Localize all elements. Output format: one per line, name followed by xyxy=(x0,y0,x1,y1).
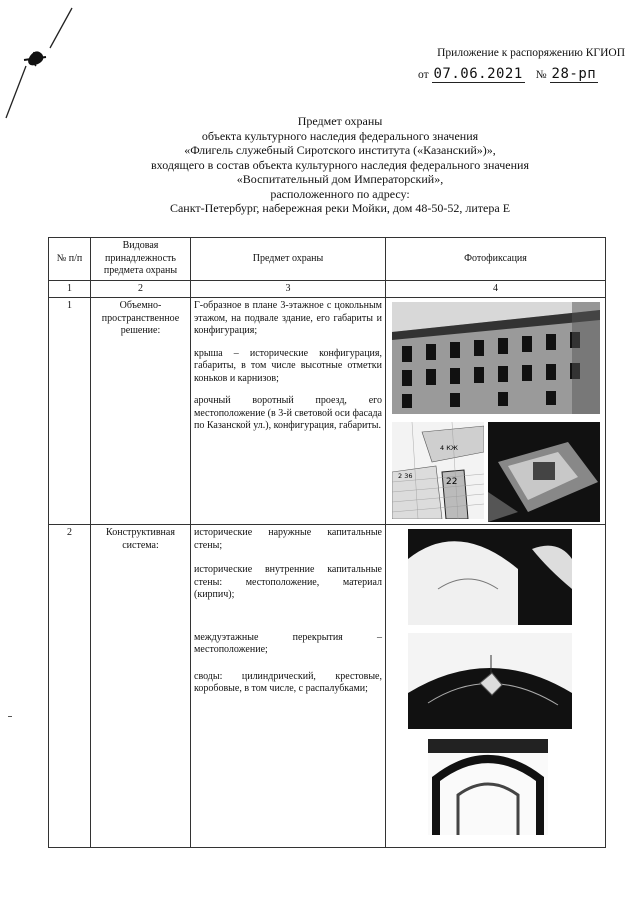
document-title xyxy=(0,114,640,216)
title-line: входящего в состав объекта культурного наследия федерального значения xyxy=(151,157,529,172)
title-line: расположенного по адресу: xyxy=(270,186,410,201)
subject-item: крыша – исторические конфигурация, габариты, в том числе высотные отметки коньков и карнизов; xyxy=(194,347,382,384)
header-photo: Фотофиксация xyxy=(386,238,606,281)
table-row xyxy=(49,298,606,525)
map-label: 2 36 xyxy=(398,472,413,480)
facade-photo xyxy=(392,302,600,414)
order-date: 07.06.2021 xyxy=(433,66,523,82)
subject-item: исторические наружные капитальные стены; xyxy=(194,527,382,551)
number-label: № xyxy=(535,69,547,81)
map-label: 22 xyxy=(446,477,458,487)
protection-table xyxy=(48,237,606,848)
table-row xyxy=(49,525,606,848)
title-line: «Флигель служебный Сиротского института («Казанский»)», xyxy=(184,143,496,157)
row-photos xyxy=(386,298,606,525)
signature-mark xyxy=(0,0,100,130)
col-number: 1 xyxy=(49,280,91,298)
from-label: от xyxy=(418,69,429,81)
subject-item: Г-образное в плане 3-этажное с цокольным этажом, на подвале здание, его габариты и конфигурация; xyxy=(194,300,382,336)
wall-arch-photo xyxy=(408,529,572,625)
header-kind: Видовая принадлежность предмета охраны xyxy=(91,238,191,281)
header-num: № п/п xyxy=(49,238,91,281)
site-plan-map xyxy=(392,422,484,519)
row-number: 2 xyxy=(49,525,91,848)
title-line: объекта культурного наследия федерального значения xyxy=(201,128,479,143)
col-number: 2 xyxy=(91,280,191,298)
col-number: 3 xyxy=(191,280,386,298)
row-kind: Объемно-пространственное решение: xyxy=(91,298,191,525)
row-kind: Конструктивная система: xyxy=(91,525,191,848)
column-number-row xyxy=(49,280,606,298)
row-number: 1 xyxy=(49,298,91,525)
table-header-row xyxy=(49,238,606,281)
appendix-header: Приложение к распоряжению КГИОП xyxy=(437,47,625,59)
appendix-reference xyxy=(418,66,628,82)
order-number: 28-рп xyxy=(551,66,597,82)
col-number: 4 xyxy=(386,280,606,298)
row-subject xyxy=(191,298,386,525)
subject-item: междуэтажные перекрытия – местоположение; xyxy=(194,631,382,655)
title-line: Предмет охраны xyxy=(297,114,383,128)
header-subject: Предмет охраны xyxy=(191,238,386,281)
subject-item: арочный воротный проезд, его местоположение (в 3-й световой оси фасада по Казанской ул.), конфигурация, габариты. xyxy=(194,395,382,431)
vault-photo xyxy=(408,633,572,729)
subject-item: исторические внутренние капитальные стены: местоположение, материал (кирпич); xyxy=(194,564,382,600)
aerial-photo xyxy=(488,422,600,522)
subject-item: своды: цилиндрический, крестовые, коробовые, в том числе, с распалубками; xyxy=(194,670,382,694)
title-line: «Воспитательный дом Императорский», xyxy=(236,172,444,186)
map-label: 4 КЖ xyxy=(440,444,458,452)
row-subject xyxy=(191,525,386,848)
row-photos xyxy=(386,525,606,848)
vault-arch-photo xyxy=(428,739,548,835)
title-line: Санкт-Петербург, набережная реки Мойки, дом 48-50-52, литера Е xyxy=(169,201,511,215)
scan-speck xyxy=(8,716,12,717)
